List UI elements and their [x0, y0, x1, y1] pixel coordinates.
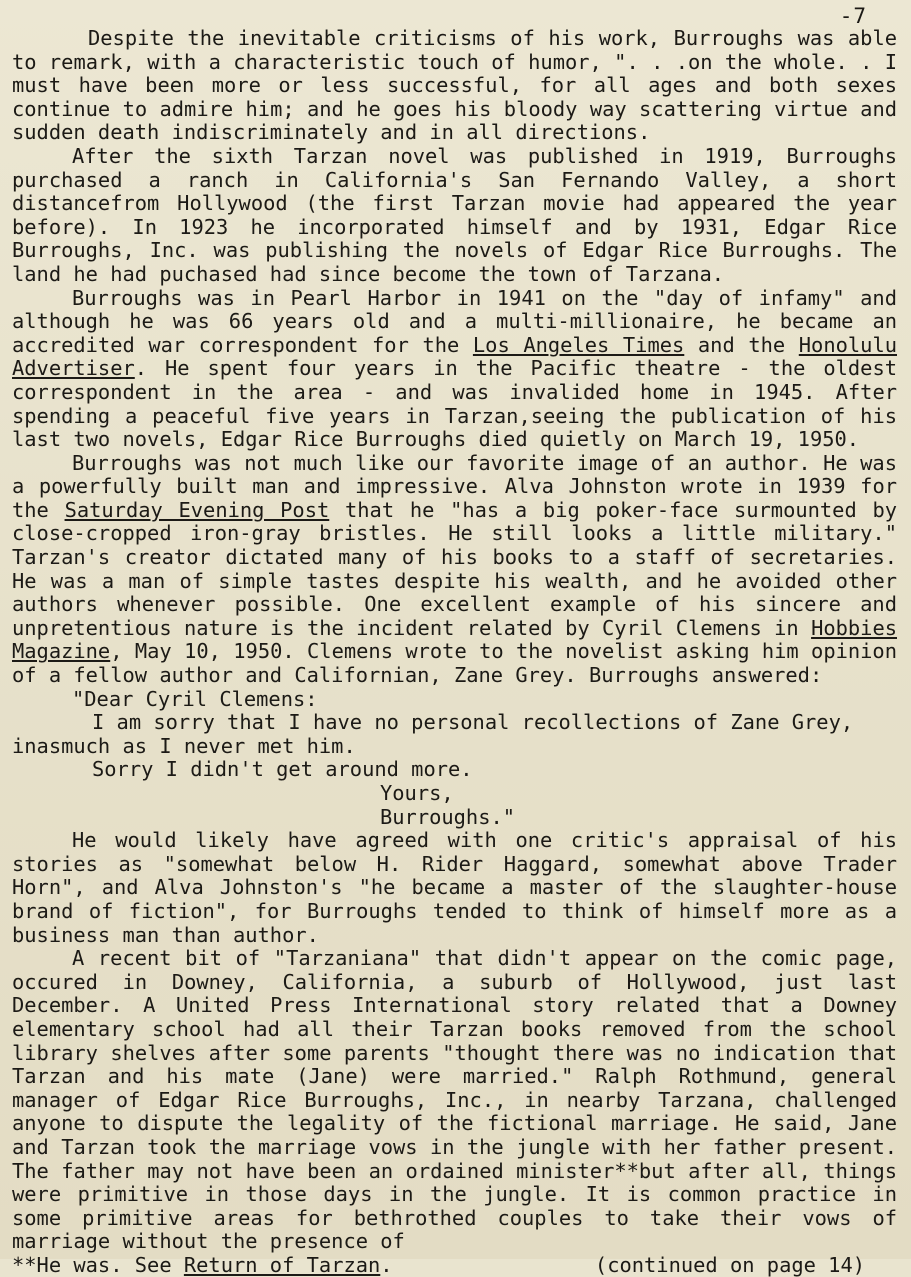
letter-line: Sorry I didn't get around more. — [92, 757, 473, 782]
text-run: Burroughs was not much like our favorite image of an author. He was a powerfully built man and impressive. Alva Johnston wrote in 1939 for the — [12, 450, 897, 522]
continued-note: (continued on page 14) — [594, 1252, 865, 1277]
paragraph-tarzana-ranch: After the sixth Tarzan novel was published in 1919, Burroughs purchased a ranch in California's San Fernando Valley, a short distancefrom Hollywood (the first Tarzan movie had appeared the year before). In 1923 he incorporated himself and by 1931, Edgar Rice Burroughs, Inc. was publishing the novels of Edgar Rice Burroughs. The land he had puchased had since become the town of Tarzana. — [12, 143, 897, 286]
letter-closing: Yours, — [380, 781, 454, 805]
quoted-letter — [12, 688, 897, 830]
paragraph-critic-appraisal: He would likely have agreed with one critic's appraisal of his stories as "somewhat below H. Rider Haggard, somewhat above Trader Horn", and Alva Johnston's "he became a master of the slaughter-house brand of fiction", for Burroughs tended to think of himself more as a business man than author. — [12, 828, 897, 947]
footnote — [12, 1254, 595, 1277]
text-run: and the — [684, 332, 799, 357]
footnote-suffix: . — [380, 1252, 393, 1277]
book-title: Return of Tarzan — [183, 1252, 381, 1277]
publication-title: Honolulu Advertiser — [12, 332, 897, 381]
publication-title: Hobbies Magazine — [12, 615, 897, 664]
text-run: . He spent four years in the Pacific theatre - the oldest correspondent in the area - and was invalided home in 1945. After spending a peaceful five years in Tarzan,seeing the publication of his last two novels, Edgar Rice Burroughs died quietly on March 19, 1950. — [12, 356, 897, 452]
publication-title: Los Angeles Times — [472, 332, 685, 357]
text-run: that he "has a big poker-face surmounted by close-cropped iron-gray bristles. He still looks a little military." Tarzan's creator dictated many of his books to a staff of secretaries. He was a man of simple tastes despite his wealth, and he avoided other authors whenever possible. One excellent example of his sincere and unpretentious nature is the incident related by Cyril Clemens in — [12, 497, 897, 640]
paragraph-author-image — [12, 452, 897, 688]
letter-body: I am sorry that I have no personal recollections of Zane Grey, inasmuch as I never met him. — [12, 710, 854, 758]
page-number: -7 — [839, 4, 867, 28]
paragraph-tarzaniana: A recent bit of "Tarzaniana" that didn't appear on the comic page, occured in Downey, California, a suburb of Hollywood, just last December. A United Press International story related that a Downey elementary school had all their Tarzan books removed from the school library shelves after some parents "thought there was no indication that Tarzan and his mate (Jane) were married." Ralph Rothmund, general manager of Edgar Rice Burroughs, Inc., in nearby Tarzana, challenged anyone to dispute the legality of the fictional marriage. He said, Jane and Tarzan took the marriage vows in the jungle with her father present. The father may not have been an ordained minister**but after all, things were primitive in those days in the jungle. It is common practice in some primitive areas for bethrothed couples to take their vows of marriage without the presence of — [12, 946, 897, 1254]
letter-salutation: "Dear Cyril Clemens: — [72, 686, 318, 711]
footnote-row — [12, 1254, 897, 1277]
paragraph-pearl-harbor — [12, 287, 897, 452]
footnote-prefix: **He was. See — [12, 1252, 184, 1277]
text-run: , May 10, 1950. Clemens wrote to the novelist asking him opinion of a fellow author and Californian, Zane Grey. Burroughs answered: — [12, 639, 897, 688]
text-run: Burroughs was in Pearl Harbor in 1941 on the "day of infamy" and although he was 66 years old and a multi-millionaire, he became an accredited war correspondent for the — [12, 285, 897, 357]
publication-title: Saturday Evening Post — [64, 497, 330, 522]
paragraph-burroughs-remark: Despite the inevitable criticisms of his work, Burroughs was able to remark, with a characteristic touch of humor, ". . .on the whole. . I must have been more or less successful, for all ages and both sexes continue to admire him; and he goes his bloody way scattering virtue and sudden death indiscriminately and in all directions. — [12, 26, 897, 145]
letter-signature: Burroughs." — [380, 804, 516, 829]
